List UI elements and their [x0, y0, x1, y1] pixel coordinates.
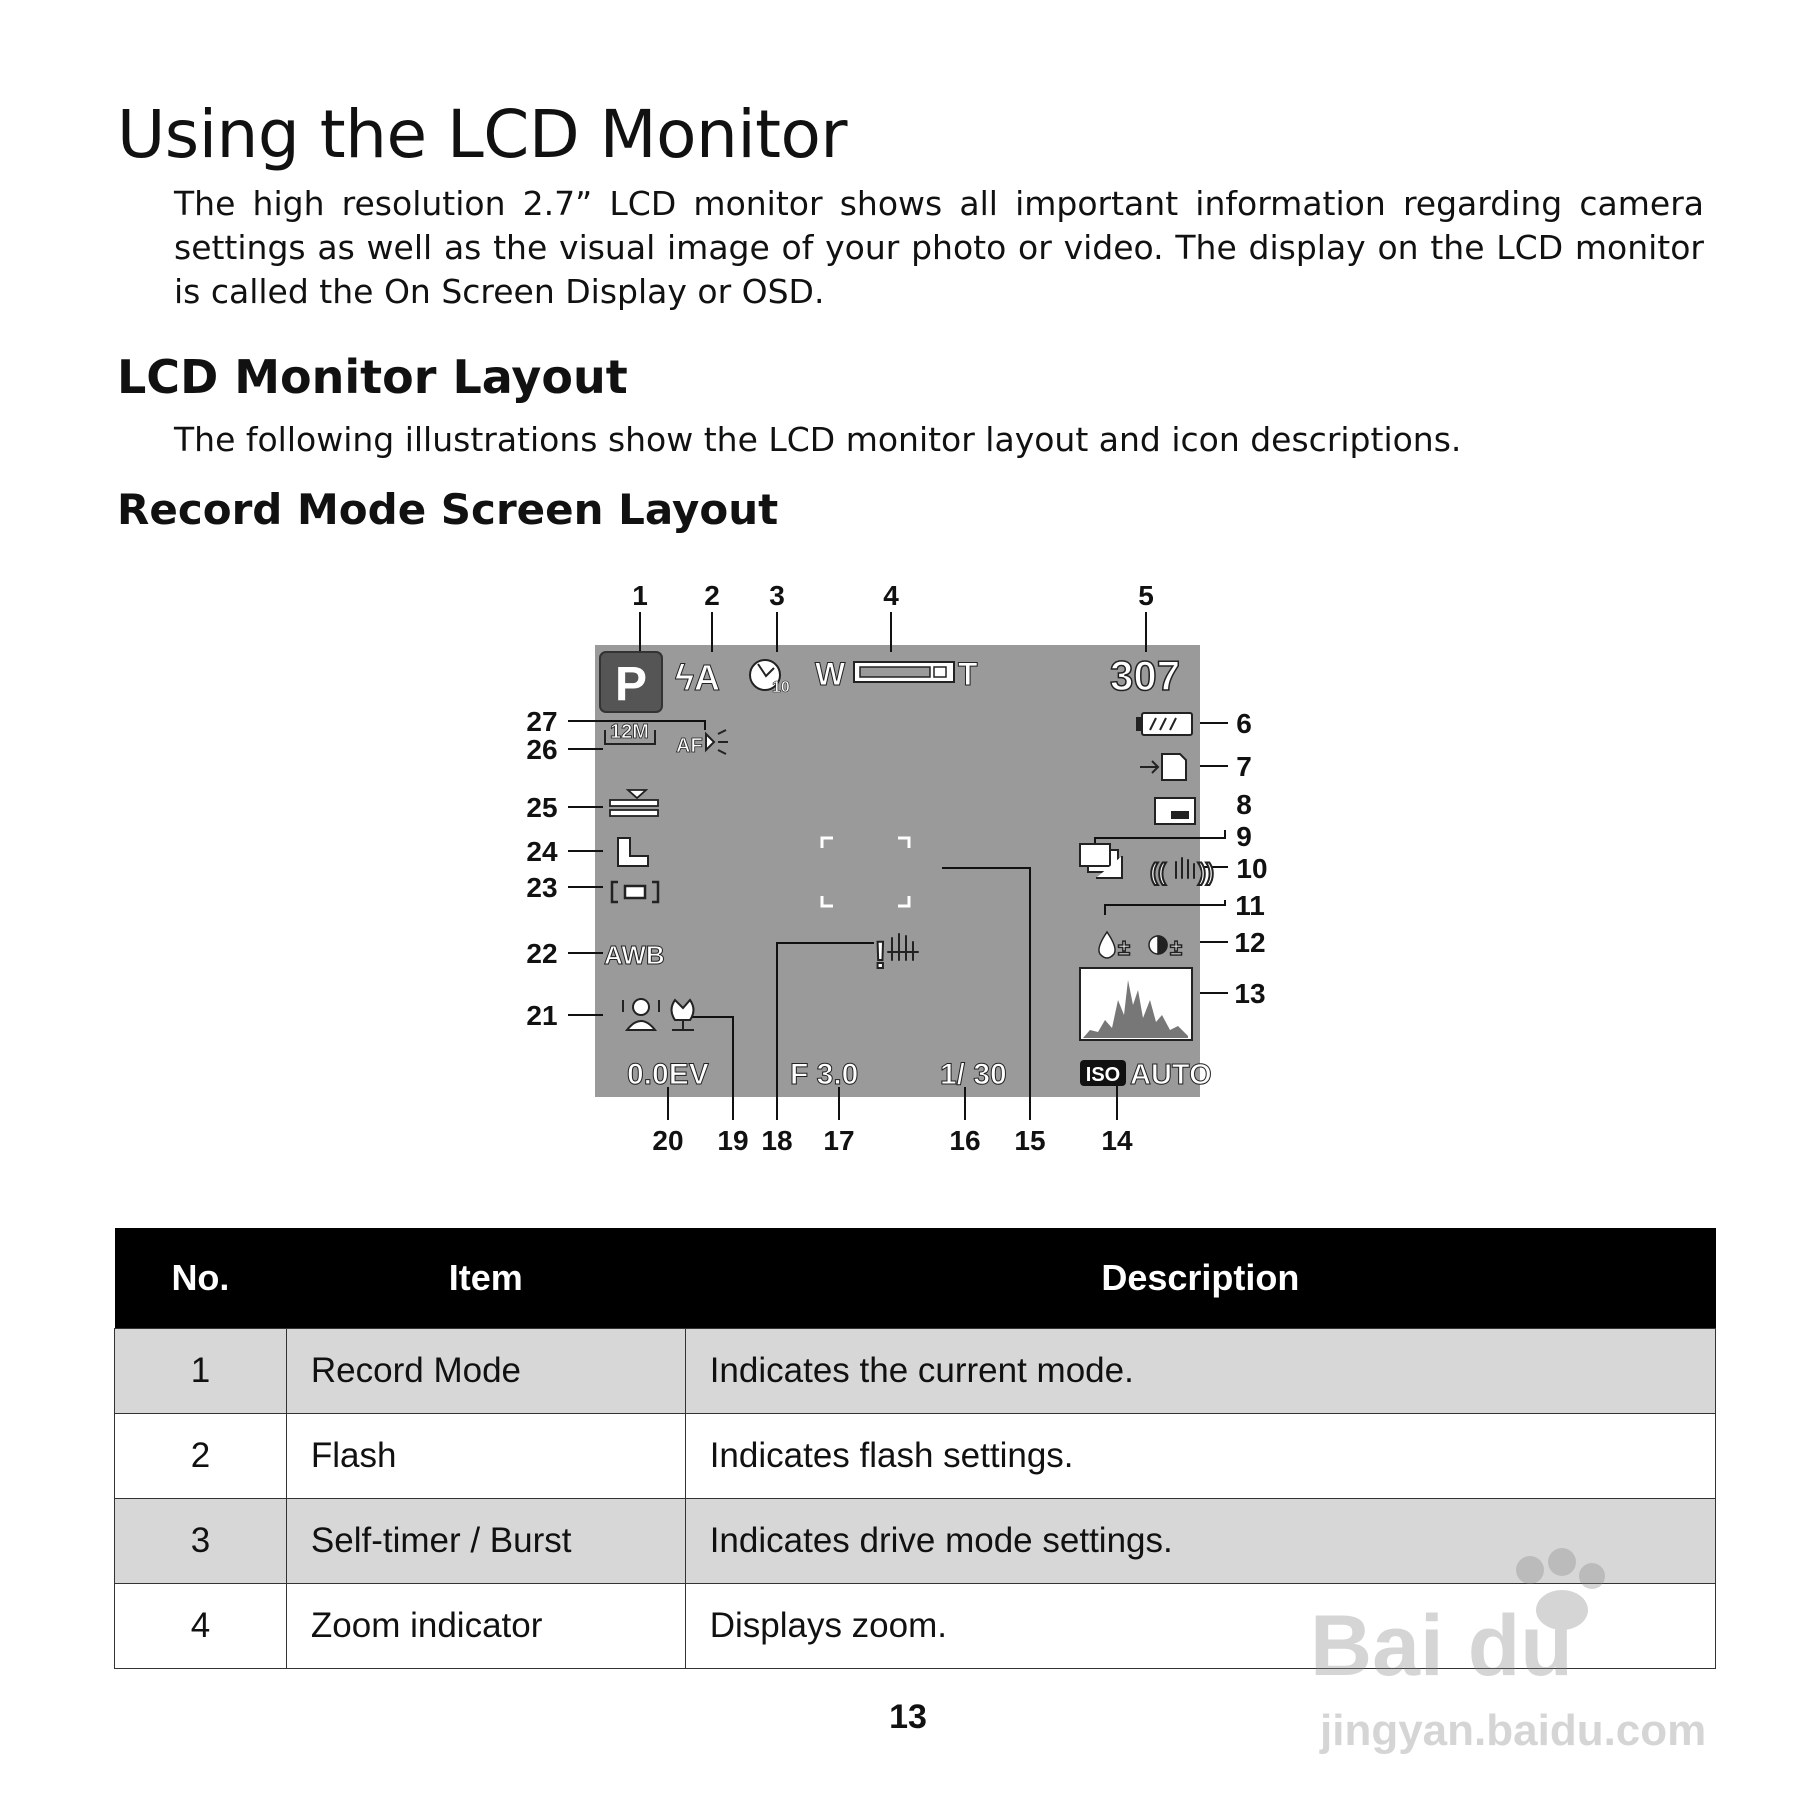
- callout-14: 14: [1101, 1125, 1133, 1156]
- callout-9: 9: [1236, 821, 1252, 852]
- white-balance: AWB: [604, 940, 665, 970]
- lcd-layout-figure: [500, 560, 1300, 1180]
- resolution-label: 12M: [610, 721, 649, 743]
- shots-remaining: 307: [1110, 652, 1181, 699]
- row-no: 3: [115, 1499, 287, 1584]
- callout-18: 18: [761, 1125, 793, 1156]
- flash-icon: ϟA: [675, 657, 721, 698]
- table-row: [115, 1329, 1716, 1414]
- callout-8: 8: [1236, 789, 1252, 820]
- svg-text:)): )): [1198, 859, 1214, 886]
- intro-paragraph: The high resolution 2.7” LCD monitor shows all important information regarding camera settings as well as the visual image of your photo or video. The display on the LCD monitor is called the On Screen Display or OSD.: [174, 184, 1704, 311]
- callout-4: 4: [883, 580, 899, 611]
- callout-2: 2: [704, 580, 720, 611]
- svg-text:10: 10: [772, 679, 790, 696]
- callout-5: 5: [1138, 580, 1154, 611]
- section-title: LCD Monitor Layout: [117, 350, 628, 404]
- callout-22: 22: [526, 938, 558, 969]
- row-description: Indicates the current mode.: [685, 1329, 1715, 1414]
- aperture-value: F 3.0: [790, 1058, 859, 1091]
- callout-21: 21: [526, 1000, 558, 1031]
- svg-text:!: !: [874, 935, 887, 977]
- callout-12: 12: [1234, 927, 1266, 958]
- callout-20: 20: [652, 1125, 684, 1156]
- row-item: Record Mode: [286, 1329, 685, 1414]
- callout-26: 26: [526, 734, 558, 765]
- battery-icon: [1137, 713, 1192, 735]
- svg-text:±: ±: [1170, 935, 1183, 960]
- callout-25: 25: [526, 792, 558, 823]
- callout-16: 16: [949, 1125, 981, 1156]
- date-stamp-icon: [1155, 798, 1195, 824]
- row-item: Zoom indicator: [286, 1584, 685, 1669]
- callout-15: 15: [1014, 1125, 1046, 1156]
- iso-badge-label: ISO: [1085, 1064, 1121, 1086]
- callout-24: 24: [526, 836, 558, 867]
- callout-27: 27: [526, 706, 558, 737]
- histogram: [1080, 968, 1192, 1040]
- iso-value: AUTO: [1130, 1059, 1212, 1091]
- shutter-speed: 1/ 30: [940, 1058, 1007, 1091]
- section-text: The following illustrations show the LCD monitor layout and icon descriptions.: [174, 420, 1462, 459]
- col-no-header: No.: [115, 1228, 287, 1329]
- row-description: Indicates drive mode settings.: [685, 1499, 1715, 1584]
- callout-17: 17: [823, 1125, 855, 1156]
- row-no: 2: [115, 1414, 287, 1499]
- zoom-tele-label: T: [958, 656, 978, 692]
- row-no: 4: [115, 1584, 287, 1669]
- callout-13: 13: [1234, 978, 1266, 1009]
- callout-23: 23: [526, 872, 558, 903]
- row-item: Self-timer / Burst: [286, 1499, 685, 1584]
- af-assist-label: AF: [676, 735, 703, 757]
- page-heading: Using the LCD Monitor: [117, 96, 848, 173]
- col-description-header: Description: [685, 1228, 1715, 1329]
- svg-text:±: ±: [1118, 935, 1131, 960]
- table-row: [115, 1414, 1716, 1499]
- row-no: 1: [115, 1329, 287, 1414]
- subsection-title: Record Mode Screen Layout: [117, 485, 779, 534]
- exposure-value: 0.0EV: [627, 1058, 709, 1091]
- watermark-sub: jingyan.baidu.com: [1320, 1706, 1707, 1755]
- callout-1: 1: [632, 580, 648, 611]
- row-description: Displays zoom.: [685, 1584, 1715, 1669]
- table-header-row: [115, 1228, 1716, 1329]
- callout-7: 7: [1236, 751, 1252, 782]
- callout-11: 11: [1235, 890, 1265, 921]
- row-item: Flash: [286, 1414, 685, 1499]
- lcd-layout-diagram: [500, 560, 1300, 1180]
- svg-text:((: ((: [1150, 859, 1166, 886]
- row-description: Indicates flash settings.: [685, 1414, 1715, 1499]
- callout-19: 19: [717, 1125, 749, 1156]
- callout-3: 3: [769, 580, 785, 611]
- watermark-brand: Bai du: [1310, 1598, 1573, 1694]
- callout-6: 6: [1236, 708, 1252, 739]
- page-number: 13: [889, 1698, 927, 1736]
- col-item-header: Item: [286, 1228, 685, 1329]
- callout-10: 10: [1236, 853, 1268, 884]
- baidu-watermark: [1300, 1540, 1720, 1760]
- zoom-wide-label: W: [815, 656, 846, 692]
- resolution-icon: [605, 721, 655, 744]
- mode-letter: P: [614, 658, 648, 711]
